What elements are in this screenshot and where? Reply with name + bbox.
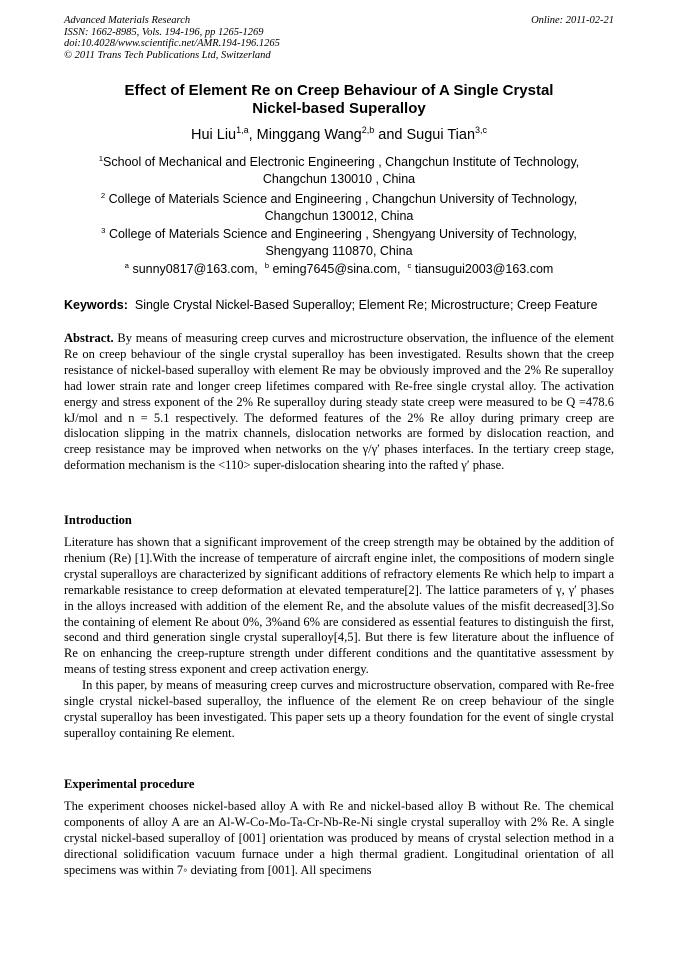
journal-doi: doi:10.4028/www.scientific.net/AMR.194-196.1265: [64, 38, 280, 49]
introduction-heading: Introduction: [64, 513, 132, 527]
affiliation-line: Changchun 130012, China: [264, 209, 414, 223]
title-line-2: Nickel-based Superalloy: [252, 100, 426, 117]
affiliation-line: Changchun 130010 , China: [262, 172, 416, 186]
affiliation-2: [64, 191, 614, 225]
paper-title: [64, 82, 614, 118]
introduction-paragraph-2: In this paper, by means of measuring creep curves and microstructure observation, compared with Re-free single crystal nickel-based superalloy, the influence of the element Re on creep behaviour of the single crystal superalloy has been investigated. This paper sets up a theory foundation for the event of single crystal superalloy containing Re element.: [64, 678, 614, 740]
author-separator: ,: [248, 127, 257, 143]
email-list: [64, 262, 614, 276]
email-address[interactable]: eming7645@sina.com,: [272, 262, 401, 276]
author-name: Sugui Tian: [406, 127, 476, 143]
author-name: Minggang Wang: [256, 127, 362, 143]
email-address[interactable]: tiansugui2003@163.com: [414, 262, 554, 276]
experimental-heading: Experimental procedure: [64, 777, 195, 791]
author-affil-sup: 1,a: [236, 125, 249, 136]
abstract-label: Abstract.: [64, 331, 114, 345]
journal-name: Advanced Materials Research: [64, 15, 191, 26]
experimental-body: [64, 799, 614, 879]
email-sup: a: [124, 260, 129, 270]
author-separator: and: [374, 127, 407, 143]
affiliation-line: College of Materials Science and Engineering , Shengyang University of Technology,: [108, 227, 577, 241]
author-affil-sup: 2,b: [361, 125, 375, 136]
affiliation-line: Shengyang 110870, China: [265, 244, 413, 258]
email-sup: b: [264, 260, 269, 270]
affiliation-number: 1: [98, 153, 104, 163]
affiliation-number: 3: [101, 225, 106, 235]
online-date: Online: 2011-02-21: [531, 15, 614, 26]
affiliation-number: 2: [100, 190, 106, 200]
affiliation-line: School of Mechanical and Electronic Engineering , Changchun Institute of Technology,: [103, 155, 580, 169]
keywords: [64, 298, 624, 312]
introduction-body: [64, 535, 614, 742]
abstract-text: By means of measuring creep curves and microstructure observation, the influence of the element Re on creep behaviour of the single crystal superalloy has been investigated. Results shown that the creep resistance of nickel-based superalloy with element Re may be obviously improved and the 2% Re superalloy had lower strain rate and longer creep lifetimes compared with Re-free single crystal alloy. The activation energy and stress exponent of the 2% Re superalloy during steady state creep were measured to be Q =478.6 kJ/mol and n = 5.1 respectively. The deformed features of the 2% Re alloy during primary creep are dislocation slipping in the matrix channels, dislocation networks are formed by dislocation reaction, and creep resistance may be improved when networks on the γ/γ′ phases interfaces. In the tertiary creep stage, deformation mechanism is the <110> super-dislocation shearing into the rafted γ′ phase.: [64, 331, 614, 473]
affiliation-3: [64, 226, 614, 260]
abstract: [64, 331, 614, 474]
affiliation-line: College of Materials Science and Engineering , Changchun University of Technology,: [108, 192, 578, 206]
introduction-paragraph-1: Literature has shown that a significant improvement of the creep strength may be obtained by the addition of rhenium (Re) [1].With the increase of temperature of aircraft engine inlet, the compositions of modern single crystal superalloys are characterized by significant additions of refractory elements Re which help to impart a remarkable resistance to creep deformation at elevated temperature[2]. The lattice parameters of γ, γ′ phases in the alloys increased with addition of the element Re, and the absolute values of the misfit decreased[3].So the containing of element Re about 0%, 3%and 6% are considered as essential features to distinguish the first, second and third generation single crystal superalloy[4,5]. But there is few literature about the influence of Re on enhancing the creep-rupture strength under different conditions and the quantitative assessment by means of testing stress exponent and creep activation energy.: [64, 535, 614, 677]
experimental-paragraph-1: The experiment chooses nickel-based alloy A with Re and nickel-based alloy B without Re. The chemical components of alloy A are an Al-W-Co-Mo-Ta-Cr-Nb-Re-Ni single crystal superalloy with 2% Re. A single crystal nickel-based superalloy of [001] orientation was produced by means of crystal selection method in a directional solidification vacuum furnace under a high thermal gradient. Longitudinal orientation of all specimens was within 7◦ deviating from [001]. All specimens: [64, 799, 614, 877]
author-name: Hui Liu: [190, 127, 237, 143]
author-list: [64, 127, 614, 143]
email-sup: c: [407, 260, 412, 270]
keywords-label: Keywords:: [64, 298, 128, 312]
title-line-1: Effect of Element Re on Creep Behaviour of A Single Crystal: [124, 82, 554, 99]
email-address[interactable]: sunny0817@163.com,: [132, 262, 258, 276]
journal-copyright: © 2011 Trans Tech Publications Ltd, Switzerland: [64, 49, 271, 61]
journal-issn: ISSN: 1662-8985, Vols. 194-196, pp 1265-1269: [64, 26, 264, 38]
keywords-text: Single Crystal Nickel-Based Superalloy; Element Re; Microstructure; Creep Feature: [134, 298, 598, 312]
author-affil-sup: 3,c: [475, 125, 488, 136]
affiliation-1: [64, 154, 614, 188]
journal-header: [64, 15, 614, 61]
